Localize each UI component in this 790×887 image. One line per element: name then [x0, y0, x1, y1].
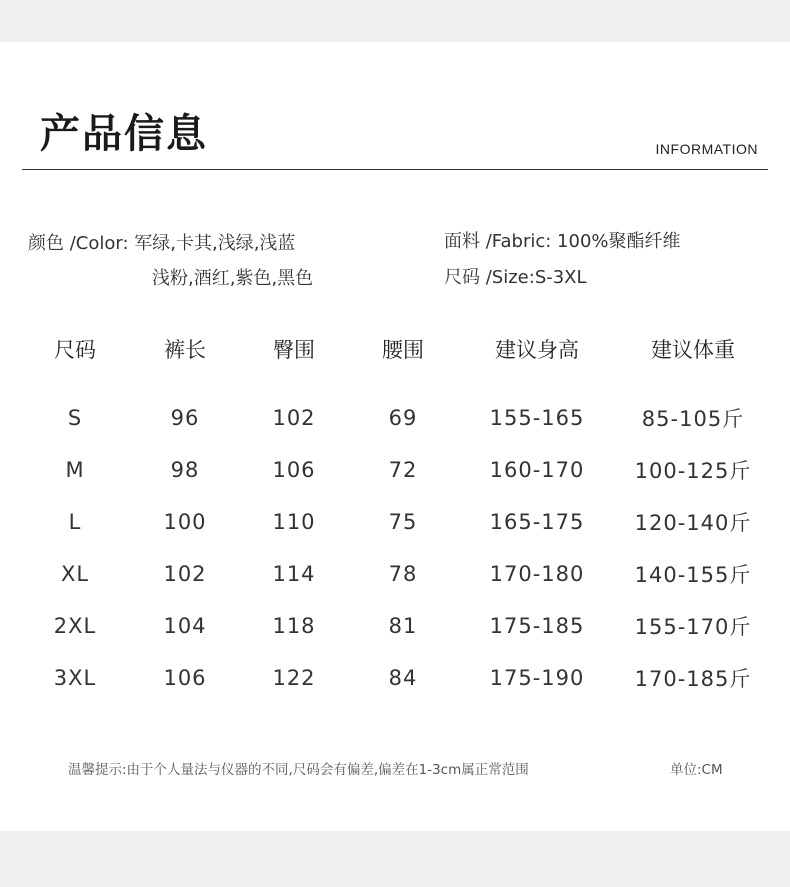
size-table [20, 334, 770, 704]
product-info-card [0, 42, 790, 831]
table-cell: 72 [388, 458, 418, 482]
table-cell: XL [60, 562, 90, 586]
table-cell: M [65, 458, 85, 482]
color-label: 颜色 /Color: [28, 233, 129, 254]
table-cell: 120-140斤 [634, 511, 752, 535]
column-header: 建议体重 [651, 338, 735, 362]
column-header: 臀围 [273, 338, 315, 362]
table-cell: 75 [388, 510, 418, 534]
fabric-spec [444, 227, 681, 253]
table-cell: 160-170 [489, 458, 585, 482]
divider [22, 169, 768, 170]
column-header: 尺码 [54, 338, 96, 362]
table-row [20, 496, 770, 548]
unit-label: 单位:CM [670, 762, 723, 778]
measurement-note: 温馨提示:由于个人量法与仪器的不同,尺码会有偏差,偏差在1-3cm属正常范围 [68, 762, 529, 778]
table-cell: 106 [163, 666, 207, 690]
color-values-line1: 军绿,卡其,浅绿,浅蓝 [134, 233, 296, 254]
table-cell: 69 [388, 406, 418, 430]
table-header-row [20, 334, 770, 392]
table-cell: 175-190 [489, 666, 585, 690]
table-row [20, 652, 770, 704]
column-header: 裤长 [164, 338, 206, 362]
table-cell: 96 [170, 406, 200, 430]
table-cell: 155-165 [489, 406, 585, 430]
column-header: 腰围 [382, 338, 424, 362]
table-cell: 78 [388, 562, 418, 586]
page-subtitle: INFORMATION [655, 141, 758, 157]
table-cell: 118 [272, 614, 316, 638]
fabric-value: 100%聚酯纤维 [557, 231, 681, 252]
table-cell: L [68, 510, 82, 534]
table-cell: 100 [163, 510, 207, 534]
size-value: S-3XL [534, 267, 587, 288]
table-cell: 175-185 [489, 614, 585, 638]
size-label: 尺码 /Size: [444, 267, 535, 288]
fabric-label: 面料 /Fabric: [444, 231, 552, 252]
table-cell: 106 [272, 458, 316, 482]
table-cell: 140-155斤 [634, 563, 752, 587]
table-row [20, 444, 770, 496]
table-cell: 122 [272, 666, 316, 690]
table-row [20, 600, 770, 652]
table-cell: 170-180 [489, 562, 585, 586]
table-cell: 84 [388, 666, 418, 690]
table-cell: S [67, 406, 83, 430]
table-cell: 81 [388, 614, 418, 638]
table-cell: 2XL [53, 614, 97, 638]
table-cell: 110 [272, 510, 316, 534]
color-spec [28, 229, 295, 255]
size-spec [444, 263, 587, 289]
table-cell: 98 [170, 458, 200, 482]
table-cell: 155-170斤 [634, 615, 752, 639]
table-cell: 100-125斤 [634, 459, 752, 483]
column-header: 建议身高 [495, 338, 579, 362]
table-row [20, 548, 770, 600]
table-cell: 165-175 [489, 510, 585, 534]
table-cell: 170-185斤 [634, 667, 752, 691]
table-cell: 85-105斤 [641, 407, 745, 431]
table-cell: 102 [272, 406, 316, 430]
table-cell: 104 [163, 614, 207, 638]
page-title: 产品信息 [40, 111, 208, 157]
table-cell: 102 [163, 562, 207, 586]
table-row [20, 392, 770, 444]
table-cell: 114 [272, 562, 316, 586]
color-values-line2: 浅粉,酒红,紫色,黑色 [152, 268, 314, 289]
table-cell: 3XL [53, 666, 97, 690]
